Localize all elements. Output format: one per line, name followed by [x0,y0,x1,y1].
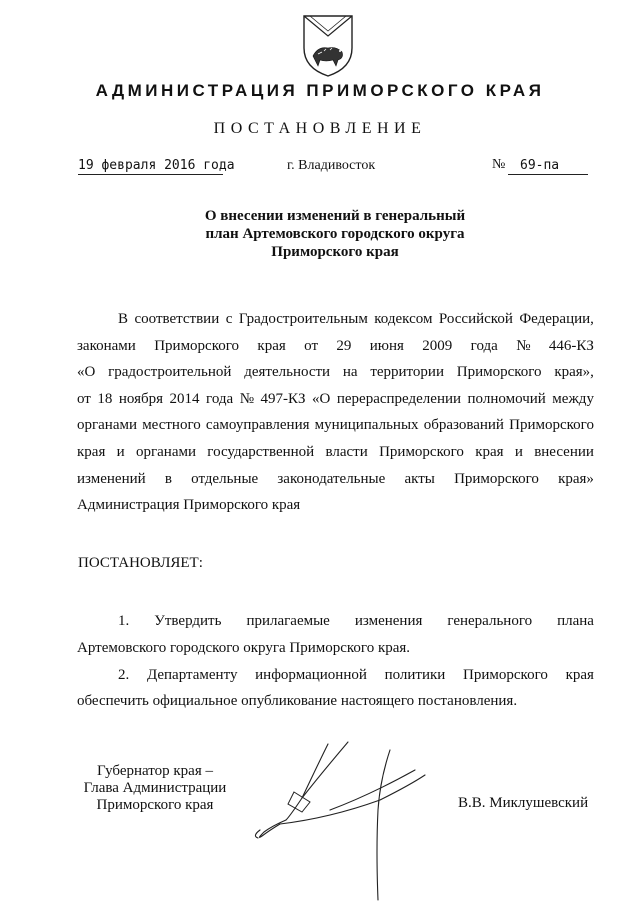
document-number: 69-па [520,158,560,173]
word: 2014 [169,391,200,407]
word: Приморского [509,417,594,433]
word: кодексом [374,311,433,327]
list-item-1-continuation: Артемовского городского округа Приморского края. [77,640,411,656]
word: № [516,338,531,354]
word: государственной [207,444,315,460]
word: и [514,444,523,460]
title-line: Приморского края [271,244,399,260]
document-city: г. Владивосток [287,158,376,173]
document-title [170,207,500,261]
document-type: ПОСТАНОВЛЕНИЕ [213,120,427,137]
word: края [475,444,504,460]
word: 18 [97,391,113,407]
word: «О [312,391,331,407]
word: года [470,338,498,354]
document-date-field [78,157,235,175]
list-item-1-line [118,612,594,630]
word: на [342,364,358,380]
word: соответствии [134,311,220,327]
word: законодательные [277,471,386,487]
word: территории [370,364,444,380]
word: «О [77,364,96,380]
word: Приморского [454,471,539,487]
position-line: Приморского края [96,797,214,813]
preamble-line [77,496,594,514]
word: политики [384,667,446,683]
word: в [164,471,172,487]
word: градостроительной [108,364,232,380]
word: Приморского [154,338,240,354]
list-item-number: 1. [118,613,130,629]
word: прилагаемые [246,613,330,629]
list-item-2-continuation: обеспечить официальное опубликование настоящего постановления. [77,693,518,709]
position-line: Губернатор края – [97,763,213,779]
preamble-line [77,390,594,408]
word: 446-КЗ [548,338,594,354]
signatory-position [60,763,250,814]
word: от [77,391,91,407]
title-line: план Артемовского городского округа [205,226,465,242]
word: Приморского [456,364,542,380]
word: внесении [534,444,594,460]
word: акты [404,471,435,487]
word: Приморского [379,444,464,460]
word: информационной [255,667,367,683]
word: генерального [447,613,533,629]
title-line: О внесении изменений в генеральный [204,208,466,224]
word: перераспределении [336,391,462,407]
word: изменений [77,471,146,487]
word: ноября [118,391,164,407]
preamble-line [118,310,594,328]
word: края [257,338,286,354]
word: изменения [354,613,423,629]
word: Федерации, [519,311,594,327]
word: Градостроительным [238,311,368,327]
word: Департаменту [146,667,238,683]
word: с [225,311,233,327]
word: Российской [438,311,513,327]
word: от [304,338,318,354]
preamble-line [77,363,594,381]
word: 497-КЗ [260,391,306,407]
handwritten-signature [250,740,440,905]
position-line: Глава Администрации [83,780,227,796]
number-label: № [492,157,506,172]
word: В [118,311,129,327]
document-date: 19 февраля 2016 года [78,158,235,173]
word: края [77,444,106,460]
word: края» [558,471,594,487]
list-item-2-line [118,666,594,684]
coat-of-arms-icon [300,10,356,78]
word: года [206,391,234,407]
word: деятельности [244,364,331,380]
word: края [565,667,594,683]
document-number-field [508,157,588,175]
word: самоуправления [205,417,310,433]
word: полномочий [467,391,546,407]
preamble-line [77,470,594,488]
word: местного [142,417,201,433]
list-item-number: 2. [118,667,130,683]
organization-name: АДМИНИСТРАЦИЯ ПРИМОРСКОГО КРАЯ [95,81,545,100]
word: июня [369,338,404,354]
word: края», [554,364,594,380]
word: отдельные [191,471,259,487]
word: Администрация Приморского края [77,497,301,513]
word: 2009 [422,338,453,354]
word: муниципальных [314,417,419,433]
word: Приморского [463,667,548,683]
word: между [552,391,594,407]
word: и [116,444,125,460]
preamble-line [77,443,594,461]
word: 29 [336,338,352,354]
word: власти [325,444,368,460]
word: Утвердить [154,613,222,629]
word: законами [77,338,136,354]
preamble-line [77,416,594,434]
word: органами [77,417,138,433]
word: № [239,391,254,407]
word: образований [423,417,504,433]
signatory-name: В.В. Миклушевский [458,795,589,811]
preamble-line [77,337,594,355]
resolves-heading: ПОСТАНОВЛЯЕТ: [78,555,203,571]
word: плана [557,613,594,629]
word: органами [135,444,196,460]
